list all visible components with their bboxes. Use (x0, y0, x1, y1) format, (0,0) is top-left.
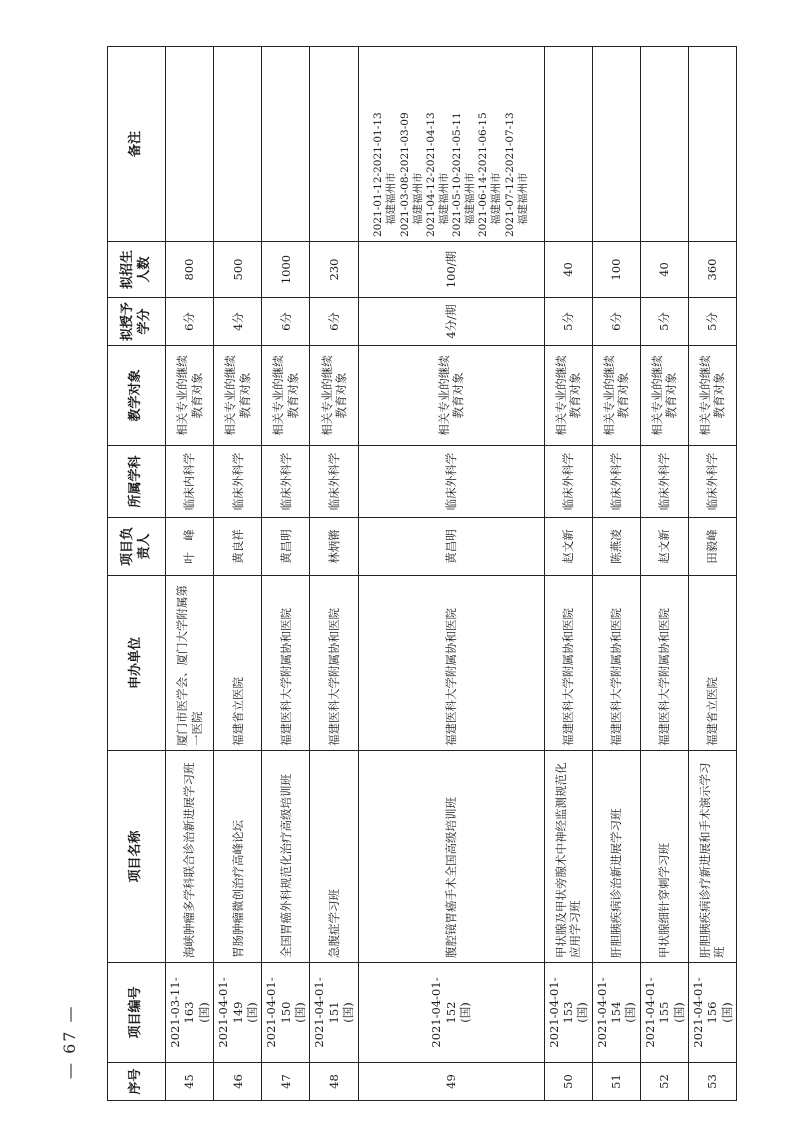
cell-org: 厦门市医学会、厦门大学附属第一医院 (166, 576, 214, 751)
cell-credit: 6分 (592, 298, 640, 346)
cell-name: 肝胆胰疾病诊疗新进展和手术演示学习班 (688, 751, 736, 963)
remark-date: 2021-03-08-2021-03-09 (398, 112, 411, 237)
cell-discipline: 临床外科学 (592, 446, 640, 518)
table-row (214, 47, 262, 1101)
cell-code: 2021-04-01-153 (国) (544, 963, 592, 1063)
table-row (688, 47, 736, 1101)
cell-seq: 53 (688, 1063, 736, 1101)
cell-name: 急腹症学习班 (310, 751, 358, 963)
cell-seq: 45 (166, 1063, 214, 1101)
cell-remark (688, 47, 736, 242)
cell-seq: 50 (544, 1063, 592, 1101)
cell-audience: 相关专业的继续教育对象 (688, 346, 736, 446)
cell-org: 福建医科大学附属协和医院 (592, 576, 640, 751)
cell-audience: 相关专业的继续教育对象 (310, 346, 358, 446)
cell-credit: 6分 (166, 298, 214, 346)
cell-seq: 48 (310, 1063, 358, 1101)
cell-code: 2021-04-01-154 (国) (592, 963, 640, 1063)
cell-audience: 相关专业的继续教育对象 (262, 346, 310, 446)
cell-audience: 相关专业的继续教育对象 (592, 346, 640, 446)
header-org: 申办单位 (108, 576, 166, 751)
cell-enroll: 1000 (262, 242, 310, 298)
cell-code: 2021-04-01-155 (国) (640, 963, 688, 1063)
cell-lead: 黄良祥 (214, 518, 262, 576)
table-row (358, 47, 544, 1101)
header-credit: 拟授予学分 (108, 298, 166, 346)
cell-enroll: 40 (544, 242, 592, 298)
cell-discipline: 临床外科学 (688, 446, 736, 518)
cell-enroll: 100/期 (358, 242, 544, 298)
cell-lead: 林炳锵 (310, 518, 358, 576)
header-discipline: 所属学科 (108, 446, 166, 518)
cell-discipline: 临床外科学 (262, 446, 310, 518)
cell-remark (592, 47, 640, 242)
cell-org: 福建医科大学附属协和医院 (262, 576, 310, 751)
remark-date: 2021-04-12-2021-04-13 (424, 112, 437, 237)
cell-remark (310, 47, 358, 242)
header-audience: 教学对象 (108, 346, 166, 446)
remark-date: 2021-06-14-2021-06-15 (477, 112, 490, 237)
table-header-row (108, 47, 166, 1101)
cell-credit: 4分 (214, 298, 262, 346)
cell-name: 肝胆胰疾病诊治新进展学习班 (592, 751, 640, 963)
cell-code: 2021-04-01-151 (国) (310, 963, 358, 1063)
cell-seq: 47 (262, 1063, 310, 1101)
header-enroll: 拟招生人数 (108, 242, 166, 298)
cell-remark (358, 47, 544, 242)
cell-seq: 46 (214, 1063, 262, 1101)
cell-credit: 4分/期 (358, 298, 544, 346)
cell-discipline: 临床外科学 (544, 446, 592, 518)
cell-audience: 相关专业的继续教育对象 (214, 346, 262, 446)
cell-credit: 5分 (544, 298, 592, 346)
cell-code: 2021-04-01-156 (国) (688, 963, 736, 1063)
remark-city: 福建福州市 (464, 172, 477, 225)
header-lead: 项目负责人 (108, 518, 166, 576)
remark-date: 2021-07-12-2021-07-13 (503, 112, 516, 237)
cell-code: 2021-04-01-149 (国) (214, 963, 262, 1063)
cell-enroll: 40 (640, 242, 688, 298)
table-row (640, 47, 688, 1101)
cell-audience: 相关专业的继续教育对象 (166, 346, 214, 446)
cell-name: 甲状腺及甲状旁腺术中神经监测规范化应用学习班 (544, 751, 592, 963)
cell-enroll: 360 (688, 242, 736, 298)
remark-date: 2021-05-10-2021-05-11 (451, 112, 463, 237)
cell-discipline: 临床外科学 (640, 446, 688, 518)
cell-lead: 赵文新 (640, 518, 688, 576)
cell-discipline: 临床外科学 (310, 446, 358, 518)
cell-org: 福建医科大学附属协和医院 (640, 576, 688, 751)
cell-seq: 51 (592, 1063, 640, 1101)
cell-name: 胃肠肿瘤微创治疗高峰论坛 (214, 751, 262, 963)
header-name: 项目名称 (108, 751, 166, 963)
table-row (262, 47, 310, 1101)
cell-name: 海峡肿瘤多学科联合诊治新进展学习班 (166, 751, 214, 963)
cell-audience: 相关专业的继续教育对象 (640, 346, 688, 446)
cell-discipline: 临床内科学 (166, 446, 214, 518)
cell-seq: 49 (358, 1063, 544, 1101)
cell-lead: 叶 峰 (166, 518, 214, 576)
header-seq: 序号 (108, 1063, 166, 1101)
remark-date: 2021-01-12-2021-01-13 (372, 112, 385, 237)
cell-credit: 5分 (688, 298, 736, 346)
cell-credit: 5分 (640, 298, 688, 346)
cell-org: 福建省立医院 (688, 576, 736, 751)
remark-city: 福建福州市 (411, 172, 424, 225)
cell-remark (640, 47, 688, 242)
table-body (166, 47, 737, 1101)
cell-credit: 6分 (310, 298, 358, 346)
remark-city: 福建福州市 (385, 172, 398, 225)
cell-org: 福建医科大学附属协和医院 (310, 576, 358, 751)
cell-org: 福建医科大学附属协和医院 (544, 576, 592, 751)
header-code: 项目编号 (108, 963, 166, 1063)
cell-remark (166, 47, 214, 242)
cell-enroll: 230 (310, 242, 358, 298)
cell-code: 2021-04-01-152 (国) (358, 963, 544, 1063)
cell-enroll: 100 (592, 242, 640, 298)
cell-name: 腹腔镜胃癌手术全国高级培训班 (358, 751, 544, 963)
page-number: — 67 — (60, 1004, 79, 1079)
table-row (592, 47, 640, 1101)
table-row (310, 47, 358, 1101)
cell-discipline: 临床外科学 (358, 446, 544, 518)
cell-lead: 田毅峰 (688, 518, 736, 576)
cell-audience: 相关专业的继续教育对象 (544, 346, 592, 446)
cell-lead: 黄昌明 (358, 518, 544, 576)
cell-lead: 赵文新 (544, 518, 592, 576)
cell-name: 甲状腺细针穿刺学习班 (640, 751, 688, 963)
cell-remark (214, 47, 262, 242)
cell-audience: 相关专业的继续教育对象 (358, 346, 544, 446)
cell-seq: 52 (640, 1063, 688, 1101)
remark-city: 福建福州市 (490, 172, 503, 225)
table-row (166, 47, 214, 1101)
cell-code: 2021-03-11-163 (国) (166, 963, 214, 1063)
cell-org: 福建省立医院 (214, 576, 262, 751)
cell-discipline: 临床外科学 (214, 446, 262, 518)
cell-lead: 陈燕凌 (592, 518, 640, 576)
cell-org: 福建医科大学附属协和医院 (358, 576, 544, 751)
cell-lead: 黄昌明 (262, 518, 310, 576)
table-row (544, 47, 592, 1101)
cell-name: 全国胃癌外科规范化治疗高级培训班 (262, 751, 310, 963)
cell-enroll: 500 (214, 242, 262, 298)
project-table (107, 46, 737, 1101)
cell-credit: 6分 (262, 298, 310, 346)
cell-remark (262, 47, 310, 242)
remark-city: 福建福州市 (437, 172, 450, 225)
cell-code: 2021-04-01-150 (国) (262, 963, 310, 1063)
header-remark: 备注 (108, 47, 166, 242)
cell-enroll: 800 (166, 242, 214, 298)
remark-city: 福建福州市 (516, 172, 529, 225)
cell-remark (544, 47, 592, 242)
